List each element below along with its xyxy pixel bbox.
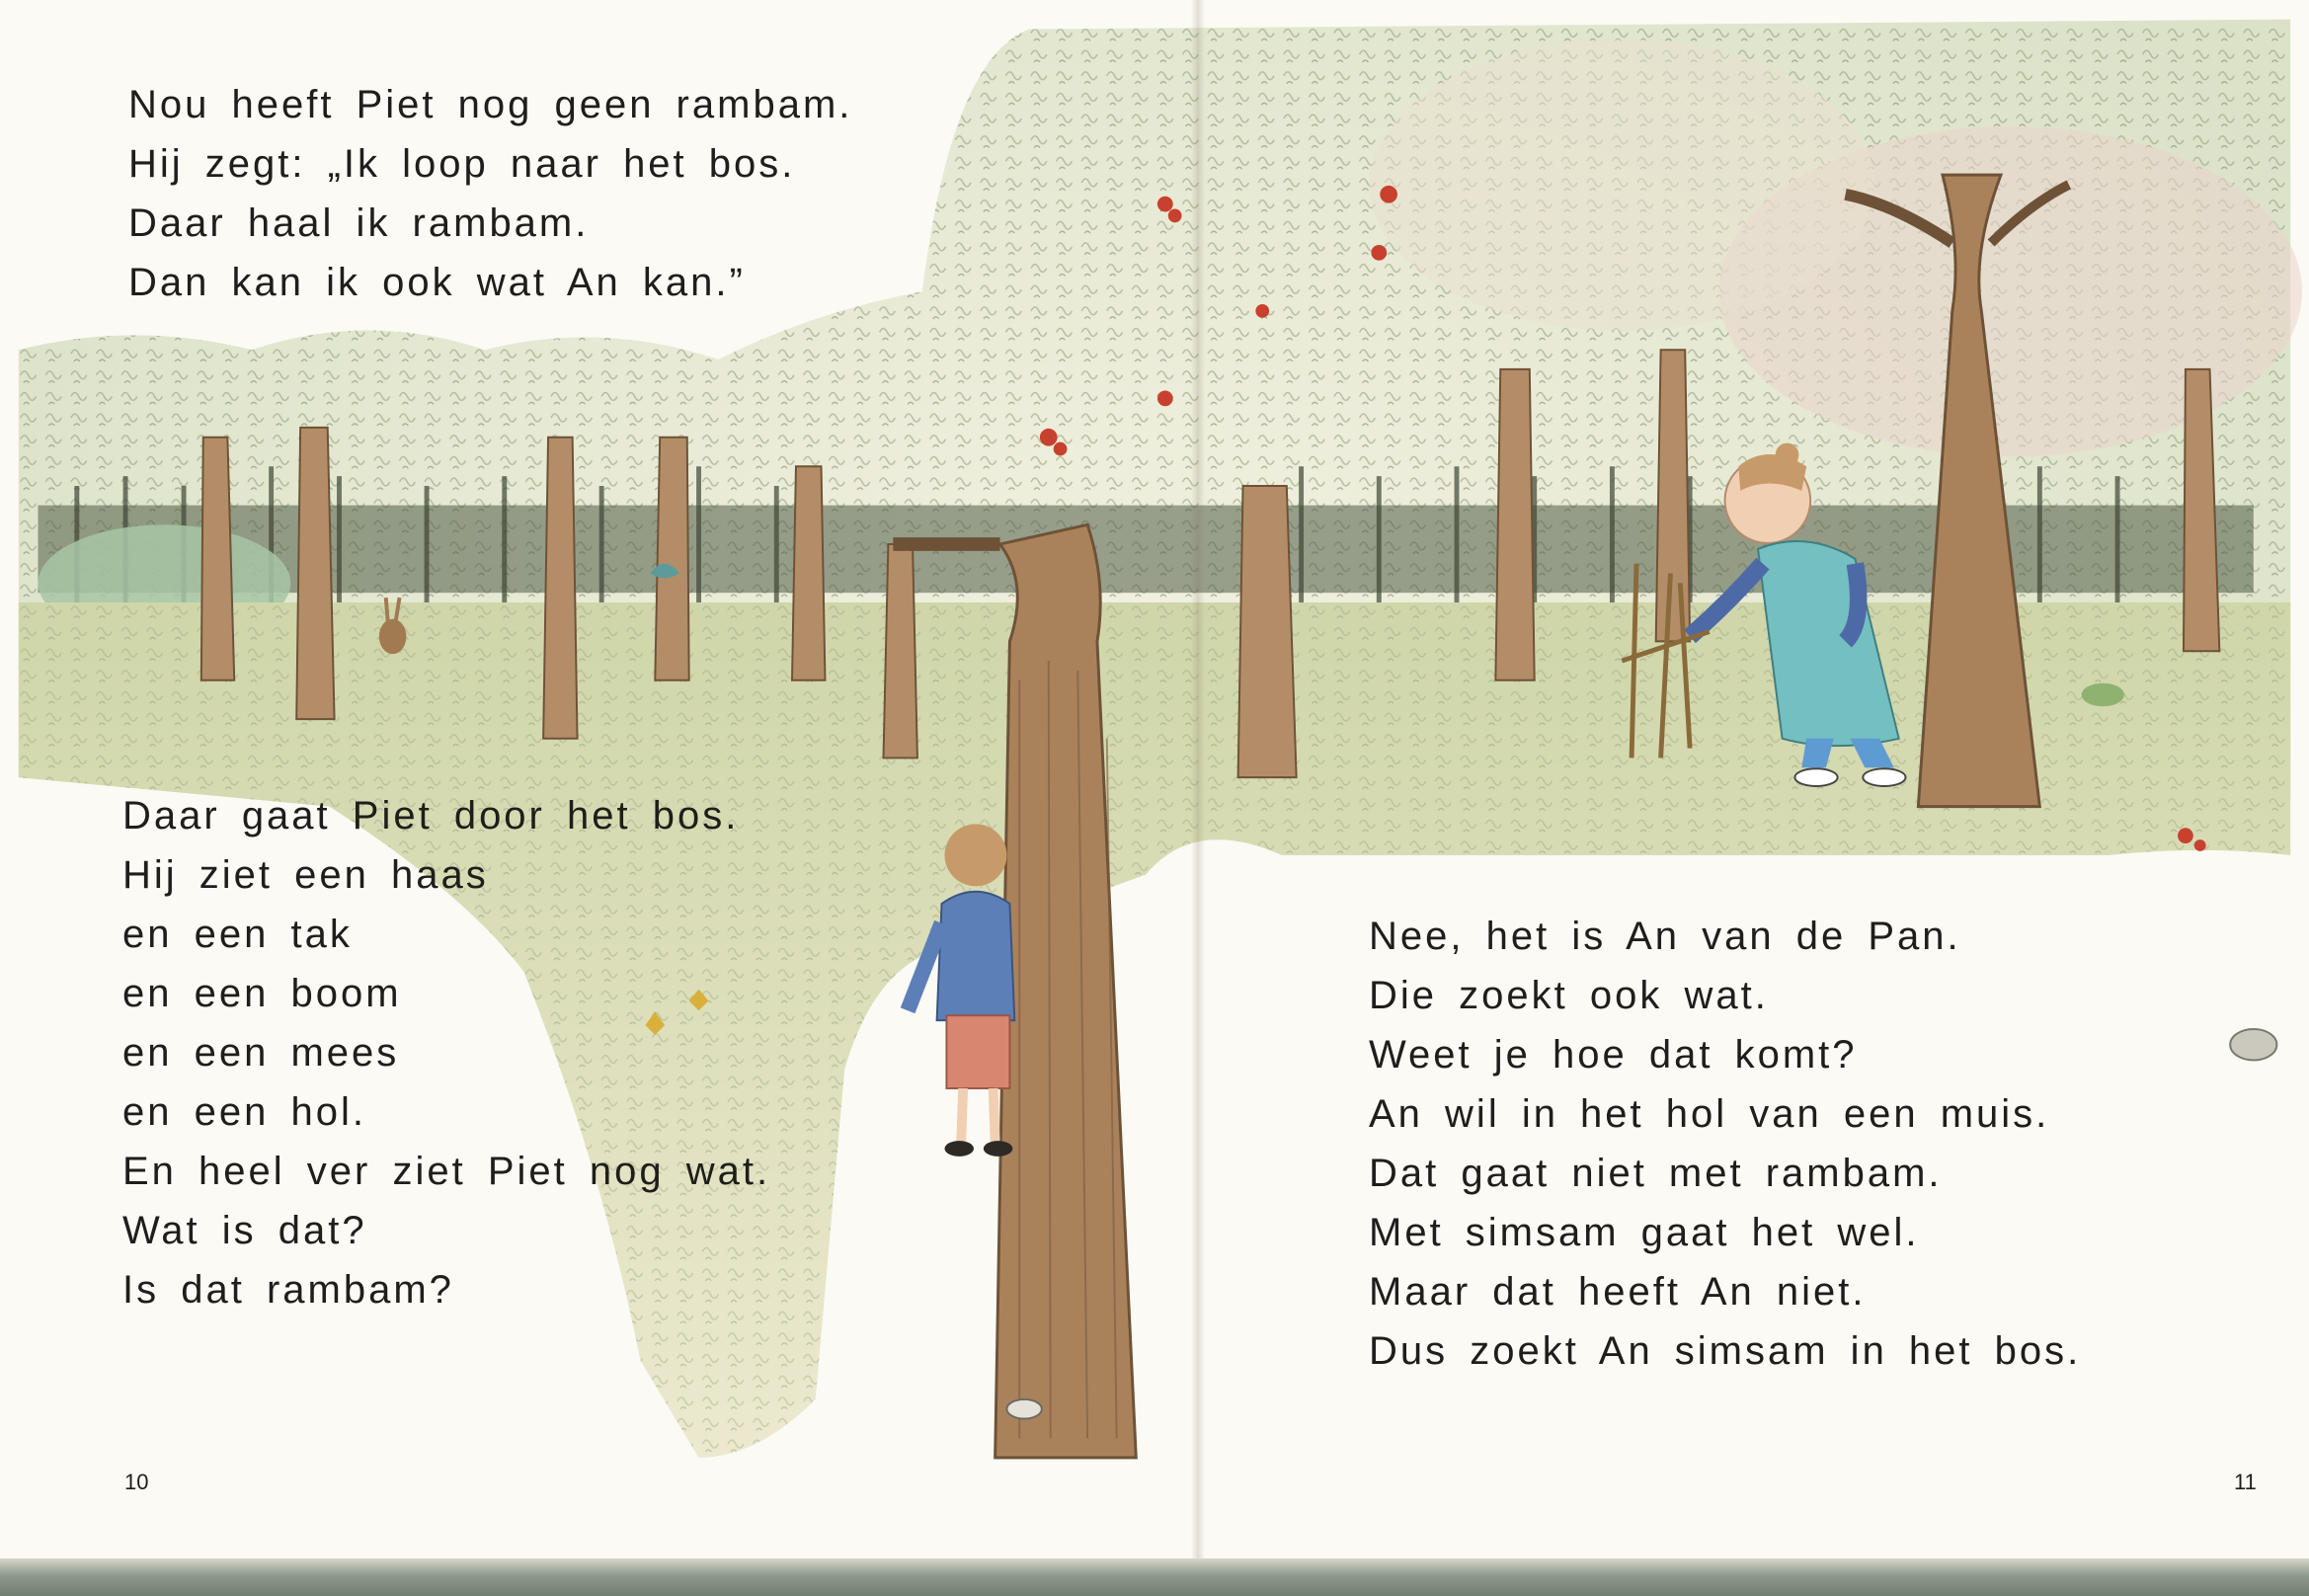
left-top-text — [128, 75, 852, 312]
text-line: en een hol. — [122, 1090, 366, 1134]
text-line: En heel ver ziet Piet nog wat. — [122, 1150, 771, 1193]
text-line: Daar gaat Piet door het bos. — [122, 794, 740, 838]
right-body-text — [1369, 907, 2081, 1381]
text-line: Met simsam gaat het wel. — [1369, 1211, 1920, 1254]
text-line: en een tak — [122, 913, 353, 956]
text-line: en een boom — [122, 972, 402, 1015]
text-line: Dat gaat niet met rambam. — [1369, 1152, 1943, 1195]
text-line: Wat is dat? — [122, 1209, 367, 1252]
text-line: An wil in het hol van een muis. — [1369, 1092, 2050, 1136]
text-line: Nee, het is An van de Pan. — [1369, 915, 1961, 958]
text-line: Daar haal ik rambam. — [128, 201, 590, 245]
text-line: Dus zoekt An simsam in het bos. — [1369, 1329, 2082, 1373]
text-line: Nou heeft Piet nog geen rambam. — [128, 83, 853, 126]
text-line: Weet je hoe dat komt? — [1369, 1033, 1858, 1077]
text-line: Hij zegt: „Ik loop naar het bos. — [128, 142, 796, 186]
page-number-left: 10 — [124, 1470, 149, 1494]
book-cover-edge — [0, 1558, 2309, 1596]
text-line: Hij ziet een haas — [122, 853, 489, 897]
text-line: Maar dat heeft An niet. — [1369, 1270, 1867, 1314]
text-line: en een mees — [122, 1031, 400, 1075]
text-line: Die zoekt ook wat. — [1369, 974, 1769, 1017]
left-body-text — [122, 786, 770, 1319]
page-number-right: 11 — [2234, 1470, 2257, 1494]
text-line: Is dat rambam? — [122, 1268, 454, 1312]
text-line: Dan kan ik ook wat An kan.” — [128, 261, 746, 304]
